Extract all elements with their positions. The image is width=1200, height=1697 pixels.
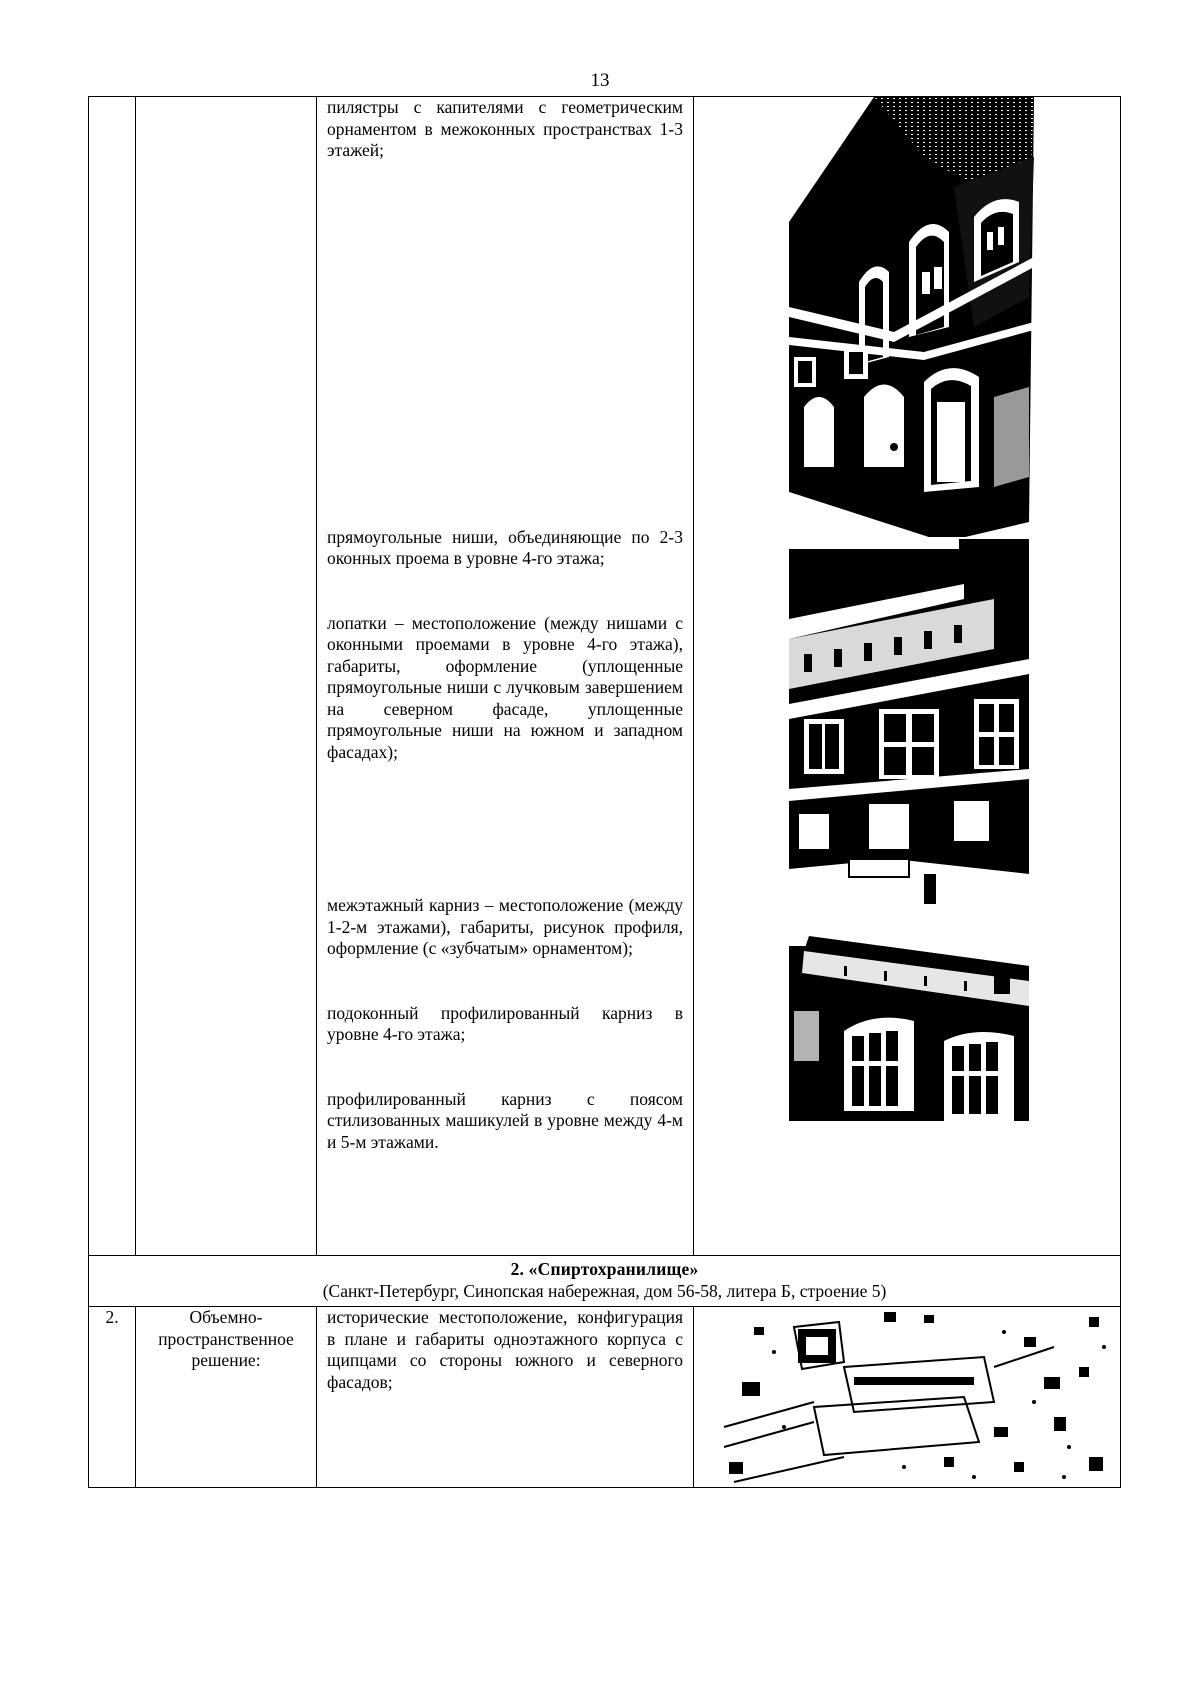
section-title: 2. «Спиртохранилище» xyxy=(510,1259,699,1279)
name-cell-empty xyxy=(136,97,317,1256)
feature-machicolation-cornice: профилированный карниз с поясом стилизованных машикулей в уровне между 4-м и 5-м этажами. xyxy=(327,1088,683,1152)
feature-interfloor-cornice: межэтажный карниз – местоположение (между 1-2-м этажами), габариты, рисунок профиля, оформление (с «зубчатым» орнаментом); xyxy=(327,895,683,958)
table-row xyxy=(89,97,1121,1256)
row-name: Объемно-пространственное решение: xyxy=(136,1307,317,1488)
feature-pilasters: пилястры с капителями с геометрическим орнаментом в межоконных пространствах 1-3 этажей; xyxy=(327,97,683,160)
number-cell-empty xyxy=(89,97,136,1256)
feature-lesenes: лопатки – местоположение (между нишами с оконными проемами в уровне 4-го этажа), габариты, оформление (уплощенные прямоугольные ниши с лучковым завершением на северном фасаде, уплощенные прямоугольные ниши на южном и западном фасадах); xyxy=(327,612,683,762)
row-description-cell xyxy=(317,1307,694,1488)
building-photo-2 xyxy=(694,539,1121,909)
row-number: 2. xyxy=(89,1307,136,1488)
feature-rect-niches: прямоугольные ниши, объединяющие по 2-3 оконных проема в уровне 4-го этажа; xyxy=(327,526,683,568)
page-number: 13 xyxy=(590,70,610,91)
feature-sill-cornice: подоконный профилированный карниз в уровне 4-го этажа; xyxy=(327,1002,683,1044)
section-header-row xyxy=(89,1256,1121,1307)
building-photo-3 xyxy=(694,911,1121,1136)
photos-cell xyxy=(694,97,1121,1256)
heritage-table xyxy=(88,96,1121,1488)
site-plan-cell xyxy=(694,1307,1121,1488)
row-description: исторические местоположение, конфигурация в плане и габариты одноэтажного корпуса с щипцами со стороны южного и северного фасадов; xyxy=(327,1307,683,1392)
building-photo-1 xyxy=(694,97,1121,537)
features-cell xyxy=(317,97,694,1256)
section-address: (Санкт-Петербург, Синопская набережная, дом 56-58, литера Б, строение 5) xyxy=(322,1280,887,1301)
section-header xyxy=(89,1256,1121,1307)
site-plan-map xyxy=(694,1307,1121,1487)
table-row xyxy=(89,1307,1121,1488)
